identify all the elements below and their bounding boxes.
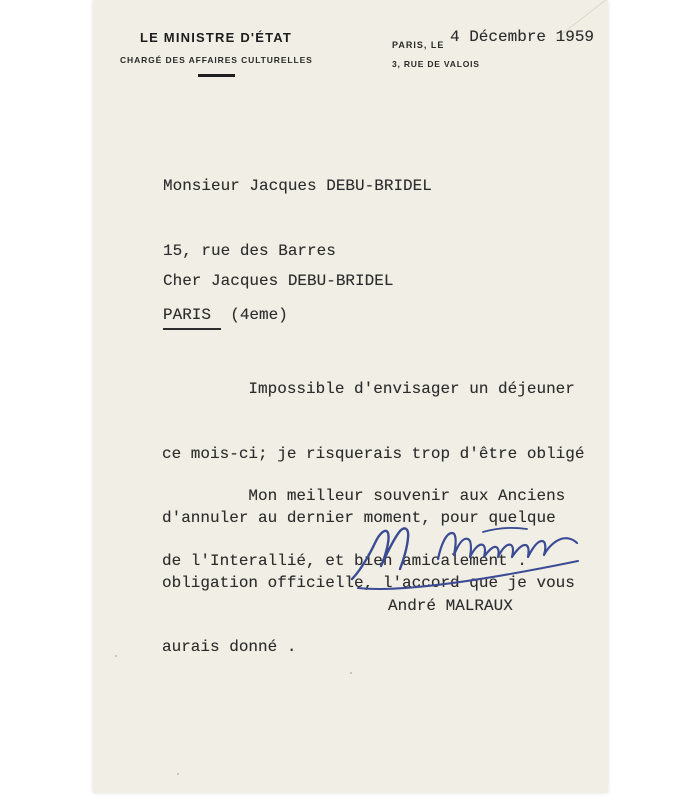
body-line: obligation officielle, l'accord que je vous	[162, 573, 575, 592]
salutation: Cher Jacques DEBU-BRIDEL	[163, 272, 394, 290]
body-line: ce mois-ci; je risquerais trop d'être obligé	[162, 444, 585, 463]
recipient-city-arrondissement: (4eme)	[220, 306, 288, 324]
recipient-city-underlined: PARIS	[163, 305, 221, 330]
body-line: Impossible d'envisager un déjeuner	[162, 380, 575, 398]
letterhead-title: LE MINISTRE D'ÉTAT	[139, 30, 293, 45]
signed-name: André MALRAUX	[388, 597, 513, 615]
paper-speck	[177, 773, 179, 775]
signature-handwriting	[345, 518, 590, 598]
letter-paper	[93, 0, 608, 793]
letterhead	[120, 30, 312, 77]
letterhead-street: 3, RUE DE VALOIS	[392, 59, 480, 69]
recipient-city	[163, 305, 432, 330]
letterhead-rule	[198, 74, 235, 77]
signature-underline-stroke	[358, 561, 578, 589]
signature-crossbar-stroke	[483, 528, 527, 532]
letter-date: 4 Décembre 1959	[450, 28, 595, 46]
letterhead-city-label: PARIS, LE	[392, 40, 445, 50]
body-line: Mon meilleur souvenir aux Anciens	[162, 487, 566, 505]
body-line: d'annuler au dernier moment, pour quelque	[162, 509, 556, 527]
signature-name-stroke	[438, 533, 577, 559]
letterhead-subtitle: CHARGÉ DES AFFAIRES CULTURELLES	[120, 55, 313, 65]
body-line: de l'Interallié, et bien amicalement .	[162, 551, 527, 570]
paper-speck	[115, 655, 117, 657]
signature-initial-stroke	[352, 528, 408, 579]
recipient-name: Monsieur Jacques DEBU-BRIDEL	[163, 177, 432, 195]
body-line: aurais donné .	[162, 638, 297, 656]
recipient-street: 15, rue des Barres	[163, 241, 336, 260]
